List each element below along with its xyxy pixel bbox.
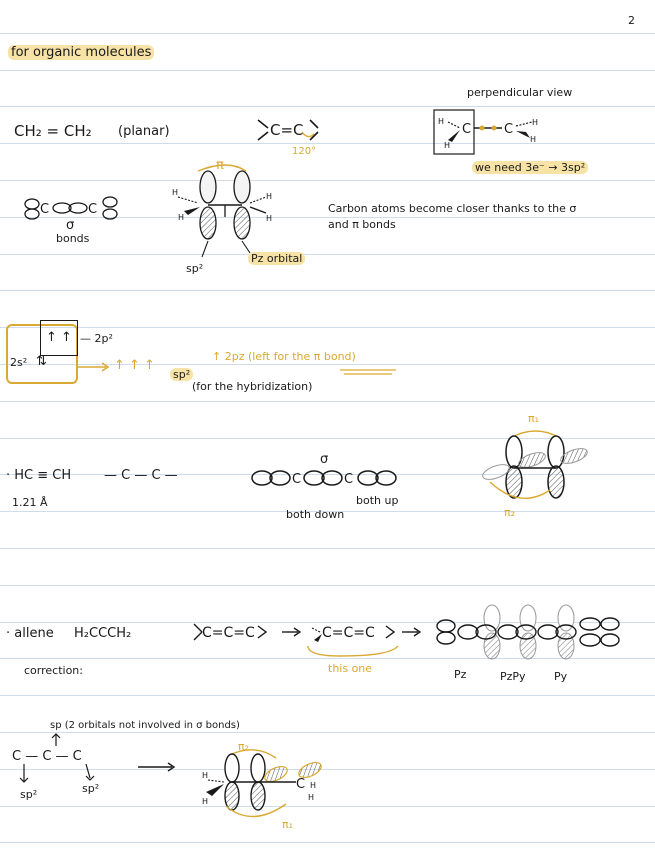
- 2pz-left-note: ↑ 2pz (left for the π bond): [212, 350, 356, 363]
- ethyne-pi-orbital-sketch: [470, 420, 590, 520]
- ruled-line: [0, 290, 655, 291]
- hybridization-need-note: we need 3e⁻ → 3sp²: [472, 161, 588, 174]
- sp2-arrows: ↑ ↑ ↑: [114, 358, 155, 373]
- svg-text:H: H: [178, 213, 185, 222]
- ruled-line: [0, 695, 655, 696]
- ethyne-formula: · HC ≡ CH: [6, 468, 72, 483]
- svg-text:H: H: [530, 135, 537, 144]
- page-number: 2: [628, 14, 635, 27]
- svg-text:C: C: [88, 202, 98, 217]
- sigma-symbol: σ: [66, 218, 75, 233]
- svg-text:C: C: [40, 202, 50, 217]
- ruled-line: [0, 548, 655, 549]
- allene-structure-sketch: [190, 618, 430, 668]
- closer-note-line1: Carbon atoms become closer thanks to the σ: [328, 202, 577, 215]
- allene-label: · allene: [6, 626, 54, 641]
- ethene-formula: CH₂ = CH₂: [14, 122, 92, 140]
- pi2-label: π₂: [504, 506, 516, 519]
- pzpy-label: PzPy: [500, 670, 526, 683]
- this-one-label: this one: [328, 662, 373, 675]
- trigonal-cc-sketch: [250, 110, 330, 160]
- pi-bond-label: π: [216, 158, 224, 173]
- svg-text:C: C: [344, 472, 354, 487]
- closer-note-line2: and π bonds: [328, 218, 396, 231]
- svg-text:C: C: [292, 472, 302, 487]
- allene-pi2-label: π₂: [238, 740, 250, 753]
- ruled-line: [0, 180, 655, 181]
- svg-text:C: C: [462, 122, 472, 137]
- allene-pi1-label: π₁: [282, 818, 294, 831]
- pz-label: Pz: [454, 668, 467, 681]
- svg-text:C=C: C=C: [270, 121, 304, 139]
- ruled-line: [0, 732, 655, 733]
- svg-text:C=C=C: C=C=C: [202, 625, 255, 641]
- ruled-line: [0, 327, 655, 328]
- sp2-label: sp²: [186, 262, 204, 275]
- svg-text:H: H: [438, 117, 445, 126]
- both-up-label: both up: [356, 494, 399, 507]
- allene-pi-orbital-sketch: [196, 748, 336, 822]
- sp2-left-label: sp²: [20, 788, 38, 801]
- ruled-line: [0, 585, 655, 586]
- hybrid-sp2-label: sp²: [170, 368, 193, 381]
- bonds-label: bonds: [56, 232, 90, 245]
- ruled-line: [0, 842, 655, 843]
- svg-text:C: C: [296, 777, 306, 792]
- reaction-arrow: [138, 762, 178, 772]
- svg-text:H: H: [202, 797, 209, 806]
- ruled-line: [0, 70, 655, 71]
- svg-text:H: H: [308, 793, 315, 802]
- ethyne-skeleton: — C — C —: [104, 468, 178, 483]
- 2p-arrows: ↑ ↑: [46, 330, 72, 345]
- svg-text:H: H: [310, 781, 317, 790]
- svg-text:H: H: [266, 192, 273, 201]
- ruled-line: [0, 254, 655, 255]
- perpendicular-view-label: perpendicular view: [467, 86, 573, 99]
- bond-length-label: 1.21 Å: [12, 496, 48, 509]
- svg-text:H: H: [532, 118, 539, 127]
- pz-orbital-label: Pz orbital: [248, 252, 305, 265]
- ruled-line: [0, 106, 655, 107]
- for-hybridization-note: (for the hybridization): [192, 380, 313, 393]
- 2p-label: — 2p²: [80, 332, 113, 345]
- correction-label: correction:: [24, 664, 83, 677]
- pi1-label: π₁: [528, 412, 540, 425]
- svg-text:C — C — C: C — C — C: [12, 749, 82, 764]
- py-label: Py: [554, 670, 568, 683]
- ethene-shape-note: (planar): [118, 124, 170, 139]
- svg-text:H: H: [266, 214, 273, 223]
- hybridization-arrow: [76, 362, 112, 372]
- sp2-right-label: sp²: [82, 782, 100, 795]
- ethyne-sigma-chain-sketch: [250, 466, 410, 490]
- svg-text:C=C=C: C=C=C: [322, 625, 375, 641]
- underline-marks: [340, 368, 400, 376]
- ruled-line: [0, 33, 655, 34]
- sp-note: sp (2 orbitals not involved in σ bonds): [50, 720, 240, 731]
- svg-text:H: H: [444, 141, 451, 150]
- 2s-arrows: ⇅: [36, 354, 47, 369]
- ethyne-sigma-symbol: σ: [320, 452, 329, 467]
- bond-angle-label: 120°: [292, 146, 317, 157]
- ruled-line: [0, 401, 655, 402]
- sigma-bonds-chain-sketch: [22, 192, 132, 226]
- svg-text:H: H: [202, 771, 209, 780]
- page-title: for organic molecules: [8, 45, 154, 60]
- svg-text:C: C: [504, 122, 514, 137]
- both-down-label: both down: [286, 508, 345, 521]
- svg-text:H: H: [172, 188, 179, 197]
- 2s-label: 2s²: [10, 356, 28, 369]
- allene-formula: H₂CCCH₂: [74, 626, 132, 641]
- allene-orbital-sketch: [432, 604, 622, 660]
- perpendicular-view-sketch: [430, 108, 560, 158]
